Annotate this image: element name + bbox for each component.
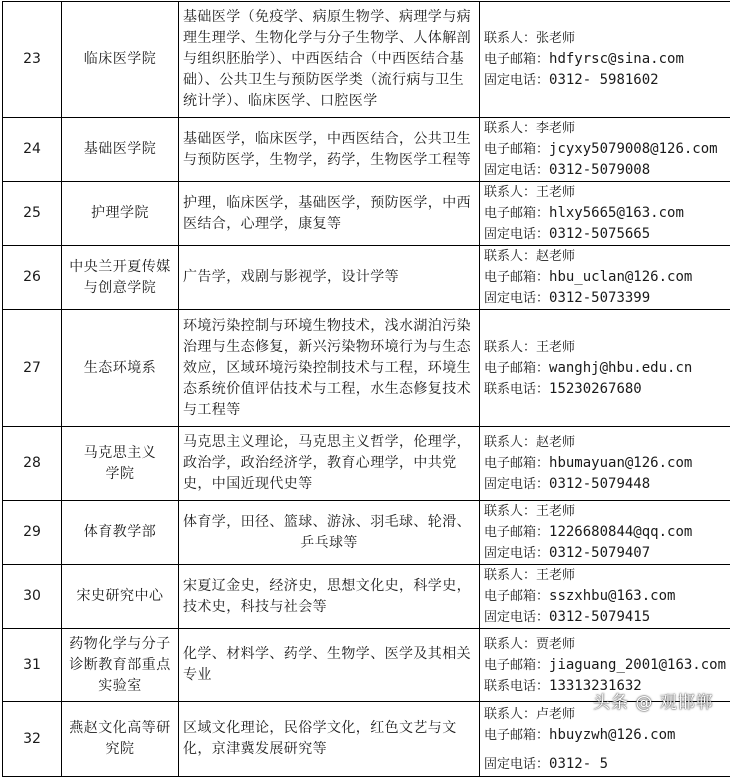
- contact-phone-label: 联系电话：: [484, 382, 549, 397]
- contact-email-value[interactable]: hbu_uclan@126.com: [549, 269, 692, 285]
- contact-person-value: 王老师: [536, 185, 575, 200]
- contact-email-value[interactable]: hlxy5665@163.com: [549, 205, 684, 221]
- contact-person: [484, 118, 730, 139]
- discipline-line: 宋夏辽金史，经济史，思想文化史，科学史，: [183, 576, 475, 597]
- discipline-fields: [179, 246, 480, 310]
- contact-person: [484, 337, 730, 358]
- contact-email-label: 电子邮箱：: [484, 456, 549, 471]
- discipline-line: 化，京津冀发展研究等: [183, 739, 475, 760]
- discipline-line: 态系统价值评估技术与工程，水生态修复技术: [183, 379, 475, 400]
- unit-name: [62, 246, 179, 310]
- unit-name: [62, 182, 179, 246]
- discipline-fields: [179, 118, 480, 182]
- discipline-line: 史，中国近现代史等: [183, 474, 475, 495]
- unit-name-line: 究院: [62, 739, 178, 760]
- contact-email-label: 电子邮箱：: [484, 728, 549, 743]
- contact-info: [480, 501, 730, 565]
- contact-email-value[interactable]: hdfyrsc@sina.com: [549, 51, 684, 67]
- contact-email-value[interactable]: jcyxy5079008@126.com: [549, 141, 718, 157]
- discipline-fields: [179, 2, 480, 118]
- contact-person-value: 卢老师: [536, 707, 575, 722]
- contact-phone-value: 0312-5073399: [549, 290, 650, 306]
- unit-name: [62, 427, 179, 501]
- contact-email[interactable]: [484, 655, 730, 676]
- unit-name-line: 燕赵文化高等研: [62, 718, 178, 739]
- contact-info: [480, 2, 730, 118]
- contact-info: [480, 427, 730, 501]
- row-number: 23: [3, 2, 62, 118]
- contact-person: [484, 501, 730, 522]
- discipline-line: 理生理学、生物化学与分子生物学、人体解剖: [183, 28, 475, 49]
- contact-phone: [484, 607, 730, 628]
- contact-person: [484, 634, 730, 655]
- contact-phone-label: 固定电话：: [484, 73, 549, 88]
- contact-phone: [484, 754, 730, 775]
- contact-email-label: 电子邮箱：: [484, 206, 549, 221]
- discipline-line: 政治学，政治经济学，教育心理学，中共党: [183, 453, 475, 474]
- unit-name: [62, 2, 179, 118]
- contact-phone-label: 固定电话：: [484, 291, 549, 306]
- contact-person-value: 贾老师: [536, 637, 575, 652]
- discipline-line: 化学、材料学、药学、生物学、医学及其相关: [183, 644, 475, 665]
- unit-name-line: 马克思主义: [62, 443, 178, 464]
- table-row: [3, 427, 730, 501]
- contact-phone-value: 0312- 5: [549, 756, 608, 772]
- disciplines-contact-table: [2, 1, 730, 777]
- discipline-line: 区域文化理论，民俗学文化，红色文艺与文: [183, 718, 475, 739]
- contact-email[interactable]: [484, 267, 730, 288]
- contact-email-label: 电子邮箱：: [484, 142, 549, 157]
- discipline-line: 与预防医学，生物学，药学，生物医学工程等: [183, 150, 475, 171]
- row-number: 31: [3, 629, 62, 702]
- contact-phone-label: 固定电话：: [484, 546, 549, 561]
- table-row: [3, 565, 730, 629]
- contact-phone-label: 固定电话：: [484, 477, 549, 492]
- contact-info: [480, 118, 730, 182]
- contact-person-value: 王老师: [536, 340, 575, 355]
- discipline-line: 专业: [183, 665, 475, 686]
- discipline-fields: [179, 702, 480, 777]
- discipline-line: 治理与生态修复，新兴污染物环境行为与生态: [183, 337, 475, 358]
- unit-name: [62, 310, 179, 427]
- contact-info: [480, 182, 730, 246]
- unit-name: [62, 702, 179, 777]
- unit-name-line: 宋史研究中心: [62, 586, 178, 607]
- contact-email[interactable]: [484, 522, 730, 543]
- contact-email-label: 电子邮箱：: [484, 52, 549, 67]
- contact-phone-label: 固定电话：: [484, 757, 549, 772]
- discipline-line: 医结合，心理学，康复等: [183, 214, 475, 235]
- contact-info: [480, 565, 730, 629]
- discipline-line: 广告学，戏剧与影视学，设计学等: [183, 267, 475, 288]
- contact-phone-label: 固定电话：: [484, 163, 549, 178]
- unit-name: [62, 629, 179, 702]
- discipline-line: 统计学）、临床医学、口腔医学: [183, 91, 475, 112]
- row-number: 24: [3, 118, 62, 182]
- discipline-line: 体育学，田径、篮球、游泳、羽毛球、轮滑、: [183, 512, 475, 533]
- contact-person-value: 王老师: [536, 504, 575, 519]
- table-row: [3, 310, 730, 427]
- contact-email[interactable]: [484, 725, 730, 746]
- contact-info: [480, 310, 730, 427]
- contact-person-label: 联系人：: [484, 185, 536, 200]
- discipline-line: 技术史，科技与社会等: [183, 597, 475, 618]
- contact-phone-value: 0312- 5981602: [549, 72, 659, 88]
- contact-email-label: 电子邮箱：: [484, 589, 549, 604]
- contact-person: [484, 28, 730, 49]
- contact-person-value: 赵老师: [536, 435, 575, 450]
- unit-name-line: 实验室: [62, 676, 178, 697]
- contact-phone-value: 0312-5079415: [549, 609, 650, 625]
- contact-phone-value: 0312-5079448: [549, 476, 650, 492]
- unit-name: [62, 565, 179, 629]
- contact-person: [484, 182, 730, 203]
- contact-person-value: 赵老师: [536, 249, 575, 264]
- contact-phone-value: 15230267680: [549, 381, 642, 397]
- row-number: 28: [3, 427, 62, 501]
- unit-name-line: 体育教学部: [62, 522, 178, 543]
- discipline-fields: [179, 310, 480, 427]
- discipline-line: 基础医学，临床医学，中西医结合，公共卫生: [183, 129, 475, 150]
- contact-phone-label: 固定电话：: [484, 610, 549, 625]
- unit-name-line: 生态环境系: [62, 358, 178, 379]
- contact-email-value[interactable]: wanghj@hbu.edu.cn: [549, 360, 692, 376]
- unit-name-line: 基础医学院: [62, 139, 178, 160]
- unit-name-line: 诊断教育部重点: [62, 655, 178, 676]
- discipline-fields: [179, 501, 480, 565]
- discipline-fields: [179, 427, 480, 501]
- discipline-fields: [179, 182, 480, 246]
- contact-phone-value: 0312-5079008: [549, 162, 650, 178]
- contact-person: [484, 432, 730, 453]
- contact-email[interactable]: [484, 358, 730, 379]
- contact-email-label: 电子邮箱：: [484, 525, 549, 540]
- table-row: [3, 246, 730, 310]
- contact-email[interactable]: [484, 139, 730, 160]
- contact-person-label: 联系人：: [484, 340, 536, 355]
- table-row: [3, 501, 730, 565]
- contact-person-label: 联系人：: [484, 31, 536, 46]
- contact-phone-label: 固定电话：: [484, 227, 549, 242]
- table-row: [3, 2, 730, 118]
- contact-email-label: 电子邮箱：: [484, 270, 549, 285]
- contact-phone: [484, 70, 730, 91]
- contact-email-label: 电子邮箱：: [484, 361, 549, 376]
- contact-email-value[interactable]: 1226680844@qq.com: [549, 524, 692, 540]
- contact-person-label: 联系人：: [484, 707, 536, 722]
- row-number: 25: [3, 182, 62, 246]
- contact-email-value[interactable]: sszxhbu@163.com: [549, 588, 675, 604]
- contact-email-label: 电子邮箱：: [484, 658, 549, 673]
- unit-name: [62, 118, 179, 182]
- row-number: 30: [3, 565, 62, 629]
- contact-person-value: 李老师: [536, 121, 575, 136]
- contact-phone: [484, 224, 730, 245]
- discipline-line: 础）、公共卫生与预防医学类（流行病与卫生: [183, 70, 475, 91]
- unit-name-line: 学院: [62, 464, 178, 485]
- unit-name-line: 中央兰开夏传媒: [62, 257, 178, 278]
- row-number: 27: [3, 310, 62, 427]
- contact-person-label: 联系人：: [484, 435, 536, 450]
- discipline-line: 护理，临床医学，基础医学，预防医学，中西: [183, 193, 475, 214]
- contact-email[interactable]: [484, 453, 730, 474]
- contact-phone: [484, 379, 730, 400]
- unit-name-line: 临床医学院: [62, 49, 178, 70]
- contact-phone-label: 联系电话：: [484, 679, 549, 694]
- contact-email-value[interactable]: hbuyzwh@126.com: [549, 727, 675, 743]
- contact-phone-value: 0312-5079407: [549, 545, 650, 561]
- contact-email[interactable]: [484, 203, 730, 224]
- discipline-line: 环境污染控制与环境生物技术，浅水湖泊污染: [183, 316, 475, 337]
- discipline-fields: [179, 629, 480, 702]
- discipline-line: 效应，区域环境污染控制技术与工程，环境生: [183, 358, 475, 379]
- discipline-line: 马克思主义理论，马克思主义哲学，伦理学，: [183, 432, 475, 453]
- unit-name: [62, 501, 179, 565]
- contact-phone: [484, 288, 730, 309]
- table-row: [3, 118, 730, 182]
- row-number: 32: [3, 702, 62, 777]
- spacer: [484, 746, 730, 754]
- table-row: [3, 182, 730, 246]
- contact-email-value[interactable]: hbumayuan@126.com: [549, 455, 692, 471]
- contact-person: [484, 246, 730, 267]
- discipline-line: 乒乓球等: [183, 533, 475, 554]
- contact-email-value[interactable]: jiaguang_2001@163.com: [549, 657, 726, 673]
- contact-person-label: 联系人：: [484, 249, 536, 264]
- contact-person: [484, 565, 730, 586]
- contact-info: [480, 246, 730, 310]
- contact-person-value: 王老师: [536, 568, 575, 583]
- unit-name-line: 与创意学院: [62, 278, 178, 299]
- contact-phone: [484, 474, 730, 495]
- watermark: 头条 @ 观邯郸: [593, 688, 714, 713]
- unit-name-line: 护理学院: [62, 203, 178, 224]
- contact-person-label: 联系人：: [484, 121, 536, 136]
- discipline-fields: [179, 565, 480, 629]
- contact-email[interactable]: [484, 586, 730, 607]
- discipline-line: 基础医学（免疫学、病原生物学、病理学与病: [183, 7, 475, 28]
- contact-person-label: 联系人：: [484, 568, 536, 583]
- contact-email[interactable]: [484, 49, 730, 70]
- contact-phone: [484, 543, 730, 564]
- contact-phone: [484, 160, 730, 181]
- contact-phone-value: 0312-5075665: [549, 226, 650, 242]
- contact-person-label: 联系人：: [484, 504, 536, 519]
- contact-phone-value: 13313231632: [549, 678, 642, 694]
- discipline-line: 与工程等: [183, 400, 475, 421]
- contact-person-label: 联系人：: [484, 637, 536, 652]
- row-number: 29: [3, 501, 62, 565]
- unit-name-line: 药物化学与分子: [62, 634, 178, 655]
- discipline-line: 与组织胚胎学）、中西医结合（中西医结合基: [183, 49, 475, 70]
- contact-person-value: 张老师: [536, 31, 575, 46]
- row-number: 26: [3, 246, 62, 310]
